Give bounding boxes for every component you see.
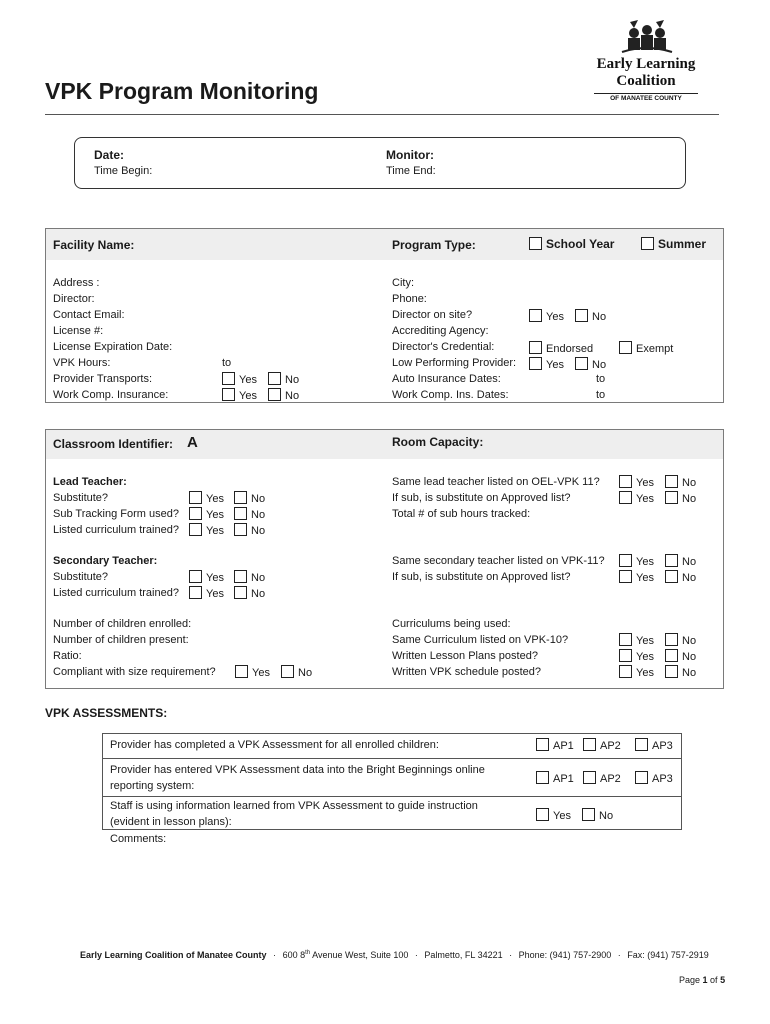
low-performing-yes-checkbox[interactable] xyxy=(529,357,542,370)
credential-endorsed[interactable] xyxy=(529,341,593,355)
secondary-substitute-no[interactable] xyxy=(234,570,265,584)
row1-ap3-label: AP3 xyxy=(652,740,673,752)
lead-curriculum-label: Listed curriculum trained? xyxy=(53,524,179,536)
footer-sep-4: · xyxy=(617,950,621,960)
sub-tracking-label: Sub Tracking Form used? xyxy=(53,508,179,520)
same-secondary-no-checkbox[interactable] xyxy=(665,554,678,567)
classroom-identifier-value: A xyxy=(187,434,198,451)
logo-line2: Coalition xyxy=(616,73,676,89)
director-onsite-yes-label: Yes xyxy=(546,311,564,323)
lesson-plans-no[interactable] xyxy=(665,649,696,663)
footer-address-sup: th xyxy=(305,950,311,956)
row3-yes-checkbox[interactable] xyxy=(536,808,549,821)
row1-ap2[interactable] xyxy=(583,738,621,752)
summer-label: Summer xyxy=(658,237,707,251)
logo xyxy=(594,18,698,104)
exempt-checkbox[interactable] xyxy=(619,341,632,354)
transports-no-checkbox[interactable] xyxy=(268,372,281,385)
same-lead-yes[interactable] xyxy=(619,475,654,489)
same-curriculum-no[interactable] xyxy=(665,633,696,647)
secondary-if-sub-no-checkbox[interactable] xyxy=(665,570,678,583)
row2-ap3-checkbox[interactable] xyxy=(635,771,648,784)
secondary-if-sub-no[interactable] xyxy=(665,570,696,584)
facility-field-label: Contact Email: xyxy=(53,309,125,321)
same-lead-yes-label: Yes xyxy=(636,477,654,489)
lead-curriculum-yes-checkbox[interactable] xyxy=(189,523,202,536)
row2-ap3-label: AP3 xyxy=(652,773,673,785)
transports-yes[interactable] xyxy=(222,372,257,386)
footer-sep-3: · xyxy=(509,950,513,960)
page-of: of xyxy=(707,975,721,985)
same-secondary-label: Same secondary teacher listed on VPK-11? xyxy=(392,555,605,567)
assessment-row3-line1: Staff is using information learned from VPK Assessment to guide instruction xyxy=(110,800,478,812)
low-performing-yes[interactable] xyxy=(529,357,564,371)
vpk-hours-to: to xyxy=(222,357,232,369)
same-curriculum-no-checkbox[interactable] xyxy=(665,633,678,646)
secondary-if-sub-yes[interactable] xyxy=(619,570,654,584)
row1-ap3-checkbox[interactable] xyxy=(635,738,648,751)
lead-curriculum-no-label: No xyxy=(251,525,266,537)
row1-ap2-label: AP2 xyxy=(600,740,621,752)
sub-tracking-no[interactable] xyxy=(234,507,265,521)
secondary-curriculum-label: Listed curriculum trained? xyxy=(53,587,179,599)
footer-line xyxy=(80,950,709,960)
secondary-substitute-no-checkbox[interactable] xyxy=(234,570,247,583)
secondary-curriculum-no[interactable] xyxy=(234,586,265,600)
secondary-substitute-label: Substitute? xyxy=(53,571,109,583)
logo-line3: OF MANATEE COUNTY xyxy=(594,93,698,102)
same-curriculum-no-label: No xyxy=(682,635,697,647)
assessments-row-divider-1 xyxy=(102,758,682,759)
row1-ap1-checkbox[interactable] xyxy=(536,738,549,751)
lead-curriculum-yes-label: Yes xyxy=(206,525,224,537)
secondary-substitute-yes-label: Yes xyxy=(206,572,224,584)
sub-tracking-yes-label: Yes xyxy=(206,509,224,521)
director-onsite-no-label: No xyxy=(592,311,607,323)
lead-substitute-no[interactable] xyxy=(234,491,265,505)
school-year-checkbox[interactable] xyxy=(529,237,542,250)
lead-if-sub-yes-checkbox[interactable] xyxy=(619,491,632,504)
same-secondary-yes-checkbox[interactable] xyxy=(619,554,632,567)
facility-field-label: Address : xyxy=(53,277,100,289)
time-begin-label: Time Begin: xyxy=(94,165,153,177)
curriculums-used-label: Curriculums being used: xyxy=(392,618,511,630)
summer-checkbox[interactable] xyxy=(641,237,654,250)
schedule-yes-label: Yes xyxy=(636,667,654,679)
sub-tracking-yes-checkbox[interactable] xyxy=(189,507,202,520)
secondary-if-sub-label: If sub, is substitute on Approved list? xyxy=(392,571,571,583)
lead-if-sub-no-label: No xyxy=(682,493,697,505)
facility-field-label: VPK Hours: xyxy=(53,357,111,369)
transports-yes-label: Yes xyxy=(239,374,257,386)
schedule-label: Written VPK schedule posted? xyxy=(392,666,541,678)
row2-ap2-checkbox[interactable] xyxy=(583,771,596,784)
transports-yes-checkbox[interactable] xyxy=(222,372,235,385)
logo-line1: Early Learning xyxy=(596,56,696,72)
same-curriculum-yes-label: Yes xyxy=(636,635,654,647)
lead-if-sub-no[interactable] xyxy=(665,491,696,505)
date-label: Date: xyxy=(94,148,125,162)
transports-no[interactable] xyxy=(268,372,299,386)
facility-field-label: Provider Transports: xyxy=(53,373,153,385)
lesson-plans-yes-checkbox[interactable] xyxy=(619,649,632,662)
lead-substitute-no-label: No xyxy=(251,493,266,505)
secondary-if-sub-no-label: No xyxy=(682,572,697,584)
facility-name-label: Facility Name: xyxy=(53,238,135,252)
schedule-no[interactable] xyxy=(665,665,696,679)
facility-field-label: City: xyxy=(392,277,414,289)
page-title: VPK Program Monitoring xyxy=(45,78,319,104)
workcomp-yes-checkbox[interactable] xyxy=(222,388,235,401)
compliant-no[interactable] xyxy=(281,665,312,679)
lead-teacher-label: Lead Teacher: xyxy=(53,476,127,488)
same-lead-no[interactable] xyxy=(665,475,696,489)
secondary-curriculum-no-checkbox[interactable] xyxy=(234,586,247,599)
same-secondary-yes[interactable] xyxy=(619,554,654,568)
facility-field-label: Auto Insurance Dates: xyxy=(392,373,501,385)
director-onsite-no[interactable] xyxy=(575,309,606,323)
row2-ap1-checkbox[interactable] xyxy=(536,771,549,784)
facility-field-label: Director's Credential: xyxy=(392,341,495,353)
header-rule xyxy=(45,114,719,115)
row3-yes[interactable] xyxy=(536,808,571,822)
lesson-plans-yes-label: Yes xyxy=(636,651,654,663)
lead-if-sub-yes[interactable] xyxy=(619,491,654,505)
exempt-label: Exempt xyxy=(636,343,674,355)
director-onsite-yes-checkbox[interactable] xyxy=(529,309,542,322)
workcomp-yes[interactable] xyxy=(222,388,257,402)
sub-tracking-yes[interactable] xyxy=(189,507,224,521)
facility-field-label: Work Comp. Ins. Dates: xyxy=(392,389,509,401)
lesson-plans-no-label: No xyxy=(682,651,697,663)
lesson-plans-no-checkbox[interactable] xyxy=(665,649,678,662)
lead-curriculum-no-checkbox[interactable] xyxy=(234,523,247,536)
assessment-row2-line1: Provider has entered VPK Assessment data into the Bright Beginnings online xyxy=(110,764,485,776)
auto-insurance-to: to xyxy=(596,373,606,385)
compliant-yes-label: Yes xyxy=(252,667,270,679)
row2-ap3[interactable] xyxy=(635,771,673,785)
workcomp-yes-label: Yes xyxy=(239,390,257,402)
row1-ap2-checkbox[interactable] xyxy=(583,738,596,751)
director-onsite-yes[interactable] xyxy=(529,309,564,323)
compliant-no-label: No xyxy=(298,667,313,679)
footer-sep-2: · xyxy=(414,950,418,960)
row2-ap1[interactable] xyxy=(536,771,574,785)
room-capacity-label: Room Capacity: xyxy=(392,435,484,449)
footer-city: Palmetto, FL 34221 xyxy=(424,950,503,960)
secondary-if-sub-yes-label: Yes xyxy=(636,572,654,584)
lead-if-sub-yes-label: Yes xyxy=(636,493,654,505)
assessment-row3-line2: (evident in lesson plans): xyxy=(110,816,232,828)
endorsed-label: Endorsed xyxy=(546,343,594,355)
secondary-substitute-yes[interactable] xyxy=(189,570,224,584)
director-onsite-no-checkbox[interactable] xyxy=(575,309,588,322)
page-prefix: Page xyxy=(679,975,703,985)
facility-field-label: Work Comp. Insurance: xyxy=(53,389,169,401)
lead-curriculum-yes[interactable] xyxy=(189,523,224,537)
credential-exempt[interactable] xyxy=(619,341,673,355)
program-type-label: Program Type: xyxy=(392,238,476,252)
row3-yes-label: Yes xyxy=(553,810,571,822)
monitor-label: Monitor: xyxy=(386,148,434,162)
same-lead-no-label: No xyxy=(682,477,697,489)
page-total: 5 xyxy=(720,975,726,985)
facility-field-label: Director on site? xyxy=(392,309,473,321)
lesson-plans-yes[interactable] xyxy=(619,649,654,663)
secondary-curriculum-yes-checkbox[interactable] xyxy=(189,586,202,599)
ratio-label: Ratio: xyxy=(53,650,82,662)
row3-no-checkbox[interactable] xyxy=(582,808,595,821)
facility-field-label: Director: xyxy=(53,293,95,305)
row1-ap1-label: AP1 xyxy=(553,740,574,752)
secondary-curriculum-yes[interactable] xyxy=(189,586,224,600)
workcomp-no-label: No xyxy=(285,390,300,402)
school-year-label: School Year xyxy=(546,237,615,251)
assessments-heading: VPK ASSESSMENTS: xyxy=(45,706,168,720)
schedule-no-label: No xyxy=(682,667,697,679)
schedule-yes[interactable] xyxy=(619,665,654,679)
date-monitor-box xyxy=(74,137,686,189)
total-sub-hours-label: Total # of sub hours tracked: xyxy=(392,508,531,520)
same-curriculum-yes[interactable] xyxy=(619,633,654,647)
workcomp-dates-to: to xyxy=(596,389,606,401)
endorsed-checkbox[interactable] xyxy=(529,341,542,354)
footer-fax: Fax: (941) 757-2919 xyxy=(627,950,709,960)
secondary-curriculum-no-label: No xyxy=(251,588,266,600)
schedule-yes-checkbox[interactable] xyxy=(619,665,632,678)
lead-curriculum-no[interactable] xyxy=(234,523,265,537)
secondary-curriculum-yes-label: Yes xyxy=(206,588,224,600)
footer-address-pre: 600 8 xyxy=(282,950,306,960)
lead-if-sub-no-checkbox[interactable] xyxy=(665,491,678,504)
low-performing-yes-label: Yes xyxy=(546,359,564,371)
footer-phone: Phone: (941) 757-2900 xyxy=(518,950,612,960)
time-end-label: Time End: xyxy=(386,165,436,177)
row2-ap1-label: AP1 xyxy=(553,773,574,785)
row3-no[interactable] xyxy=(582,808,613,822)
assessment-row2-line2: reporting system: xyxy=(110,780,195,792)
comments-label: Comments: xyxy=(110,833,167,845)
page-number xyxy=(679,975,725,985)
same-curriculum-yes-checkbox[interactable] xyxy=(619,633,632,646)
secondary-substitute-no-label: No xyxy=(251,572,266,584)
facility-field-label: License #: xyxy=(53,325,104,337)
secondary-substitute-yes-checkbox[interactable] xyxy=(189,570,202,583)
children-enrolled-label: Number of children enrolled: xyxy=(53,618,192,630)
compliant-label: Compliant with size requirement? xyxy=(53,666,216,678)
lead-substitute-yes-label: Yes xyxy=(206,493,224,505)
row2-ap2-label: AP2 xyxy=(600,773,621,785)
workcomp-no[interactable] xyxy=(268,388,299,402)
compliant-yes[interactable] xyxy=(235,665,270,679)
transports-no-label: No xyxy=(285,374,300,386)
row1-ap1[interactable] xyxy=(536,738,574,752)
row3-no-label: No xyxy=(599,810,614,822)
assessment-row1-label: Provider has completed a VPK Assessment for all enrolled children: xyxy=(110,739,439,751)
low-performing-no[interactable] xyxy=(575,357,606,371)
same-lead-yes-checkbox[interactable] xyxy=(619,475,632,488)
sub-tracking-no-label: No xyxy=(251,509,266,521)
lead-substitute-yes[interactable] xyxy=(189,491,224,505)
same-lead-no-checkbox[interactable] xyxy=(665,475,678,488)
summer-option[interactable] xyxy=(641,237,706,251)
same-lead-label: Same lead teacher listed on OEL-VPK 11? xyxy=(392,476,600,488)
schedule-no-checkbox[interactable] xyxy=(665,665,678,678)
children-logo-icon xyxy=(594,18,698,58)
facility-field-label: Accrediting Agency: xyxy=(392,325,489,337)
lead-substitute-yes-checkbox[interactable] xyxy=(189,491,202,504)
children-present-label: Number of children present: xyxy=(53,634,189,646)
low-performing-no-label: No xyxy=(592,359,607,371)
sub-tracking-no-checkbox[interactable] xyxy=(234,507,247,520)
page-current: 1 xyxy=(702,975,708,985)
facility-field-label: License Expiration Date: xyxy=(53,341,173,353)
school-year-option[interactable] xyxy=(529,237,614,251)
same-secondary-no-label: No xyxy=(682,556,697,568)
same-secondary-yes-label: Yes xyxy=(636,556,654,568)
row2-ap2[interactable] xyxy=(583,771,621,785)
footer-org: Early Learning Coalition of Manatee County xyxy=(80,950,267,960)
lead-if-sub-label: If sub, is substitute on Approved list? xyxy=(392,492,571,504)
same-curriculum-label: Same Curriculum listed on VPK-10? xyxy=(392,634,569,646)
workcomp-no-checkbox[interactable] xyxy=(268,388,281,401)
assessments-row-divider-2 xyxy=(102,796,682,797)
same-secondary-no[interactable] xyxy=(665,554,696,568)
lead-substitute-no-checkbox[interactable] xyxy=(234,491,247,504)
low-performing-no-checkbox[interactable] xyxy=(575,357,588,370)
compliant-yes-checkbox[interactable] xyxy=(235,665,248,678)
secondary-teacher-label: Secondary Teacher: xyxy=(53,555,158,567)
facility-field-label: Low Performing Provider: xyxy=(392,357,517,369)
secondary-if-sub-yes-checkbox[interactable] xyxy=(619,570,632,583)
footer-address-post: Avenue West, Suite 100 xyxy=(312,950,409,960)
lead-substitute-label: Substitute? xyxy=(53,492,109,504)
lesson-plans-label: Written Lesson Plans posted? xyxy=(392,650,538,662)
footer-sep-1: · xyxy=(273,950,277,960)
row1-ap3[interactable] xyxy=(635,738,673,752)
classroom-identifier-label: Classroom Identifier: xyxy=(53,437,174,451)
facility-field-label: Phone: xyxy=(392,293,427,305)
compliant-no-checkbox[interactable] xyxy=(281,665,294,678)
